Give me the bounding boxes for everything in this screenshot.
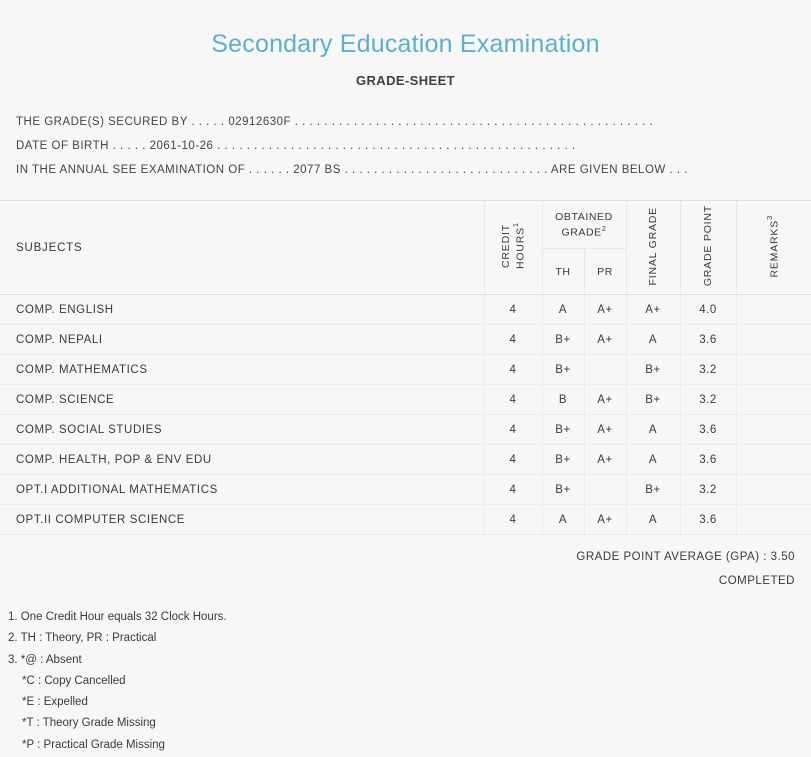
cell-theory-grade: B+: [542, 475, 584, 505]
cell-grade-point: 3.6: [680, 415, 736, 445]
cell-theory-grade: A: [542, 505, 584, 535]
cell-practical-grade: A+: [584, 415, 626, 445]
table-row: [0, 385, 811, 415]
cell-final-grade: A: [626, 445, 680, 475]
cell-final-grade: A: [626, 415, 680, 445]
cell-grade-point: 3.2: [680, 475, 736, 505]
cell-final-grade: B+: [626, 355, 680, 385]
cell-final-grade: B+: [626, 385, 680, 415]
grades-secured-by-dots: . . . . . . . . . . . . . . . . . . . . . . . . . . . . . . . . . . . . . . . . . . . . . . . . .: [294, 116, 654, 128]
exam-year-value: 2077 BS: [293, 164, 341, 176]
cell-final-grade: B+: [626, 475, 680, 505]
cell-remarks: [736, 295, 811, 325]
cell-final-grade: A+: [626, 295, 680, 325]
table-row: [0, 505, 811, 535]
cell-practical-grade: A+: [584, 385, 626, 415]
cell-final-grade: A: [626, 505, 680, 535]
cell-credit-hours: 4: [484, 385, 542, 415]
cell-subject: OPT.II COMPUTER SCIENCE: [0, 505, 484, 535]
candidate-info: [0, 110, 811, 182]
footnote-item: *C : Copy Cancelled: [22, 674, 126, 687]
table-row: [0, 295, 811, 325]
cell-credit-hours: 4: [484, 325, 542, 355]
cell-credit-hours: 4: [484, 415, 542, 445]
date-of-birth-dots: . . . . . . . . . . . . . . . . . . . . . . . . . . . . . . . . . . . . . . . . . . . . . . . . .: [217, 140, 576, 152]
table-row: [0, 445, 811, 475]
date-of-birth-label: DATE OF BIRTH . . . . .: [16, 140, 146, 152]
cell-credit-hours: 4: [484, 475, 542, 505]
cell-grade-point: 3.2: [680, 355, 736, 385]
footnote-item: *T : Theory Grade Missing: [22, 717, 156, 730]
cell-subject: COMP. SOCIAL STUDIES: [0, 415, 484, 445]
cell-remarks: [736, 415, 811, 445]
footnotes: [0, 607, 811, 756]
cell-theory-grade: B+: [542, 325, 584, 355]
cell-practical-grade: [584, 475, 626, 505]
col-header-final-grade: FINAL GRADE: [626, 201, 680, 295]
cell-remarks: [736, 445, 811, 475]
cell-practical-grade: A+: [584, 505, 626, 535]
col-header-grade-point: GRADE POINT: [680, 201, 736, 295]
footnote-item: 1. One Credit Hour equals 32 Clock Hours.: [8, 611, 227, 623]
cell-practical-grade: A+: [584, 325, 626, 355]
date-of-birth-value: 2061-10-26: [149, 140, 214, 152]
grades-secured-by-label: THE GRADE(S) SECURED BY . . . . .: [16, 116, 225, 128]
cell-practical-grade: A+: [584, 445, 626, 475]
info-line-exam-year: [16, 158, 797, 182]
table-row: [0, 415, 811, 445]
cell-theory-grade: A: [542, 295, 584, 325]
col-header-obtained-grade: OBTAINED GRADE$^2$: [542, 201, 626, 249]
cell-grade-point: 3.6: [680, 325, 736, 355]
info-line-date-of-birth: [16, 134, 797, 158]
exam-year-dots: . . . . . . . . . . . . . . . . . . . . . . . . . . . .: [344, 164, 548, 176]
cell-subject: COMP. SCIENCE: [0, 385, 484, 415]
cell-grade-point: 3.6: [680, 445, 736, 475]
cell-subject: OPT.I ADDITIONAL MATHEMATICS: [0, 475, 484, 505]
info-line-grades-secured-by: [16, 110, 797, 134]
exam-year-tail: ARE GIVEN BELOW . . .: [550, 164, 688, 176]
col-header-remarks: REMARKS$^3$: [736, 201, 811, 295]
grades-table: [0, 200, 811, 535]
col-header-theory: TH: [542, 249, 584, 295]
table-row: [0, 475, 811, 505]
table-row: [0, 355, 811, 385]
cell-grade-point: 3.6: [680, 505, 736, 535]
grades-table-body: [0, 295, 811, 535]
completed-status: COMPLETED: [718, 575, 795, 587]
cell-remarks: [736, 355, 811, 385]
page-subtitle: GRADE-SHEET: [355, 73, 456, 88]
col-header-credit-hours: CREDIT HOURS$^1$: [484, 201, 542, 295]
cell-credit-hours: 4: [484, 295, 542, 325]
col-header-practical: PR: [584, 249, 626, 295]
cell-practical-grade: [584, 355, 626, 385]
cell-credit-hours: 4: [484, 445, 542, 475]
exam-year-label: IN THE ANNUAL SEE EXAMINATION OF . . . . . .: [16, 164, 290, 176]
grades-table-head: [0, 201, 811, 295]
cell-practical-grade: A+: [584, 295, 626, 325]
page-title: Secondary Education Examination: [211, 30, 600, 58]
cell-final-grade: A: [626, 325, 680, 355]
cell-remarks: [736, 325, 811, 355]
cell-subject: COMP. NEPALI: [0, 325, 484, 355]
cell-subject: COMP. ENGLISH: [0, 295, 484, 325]
cell-theory-grade: B+: [542, 355, 584, 385]
footnote-item: *E : Expelled: [22, 696, 88, 709]
cell-credit-hours: 4: [484, 505, 542, 535]
cell-theory-grade: B: [542, 385, 584, 415]
cell-grade-point: 3.2: [680, 385, 736, 415]
cell-remarks: [736, 385, 811, 415]
cell-subject: COMP. MATHEMATICS: [0, 355, 484, 385]
cell-remarks: [736, 475, 811, 505]
gpa-line: GRADE POINT AVERAGE (GPA) : 3.50: [576, 551, 795, 563]
cell-theory-grade: B+: [542, 445, 584, 475]
cell-credit-hours: 4: [484, 355, 542, 385]
cell-remarks: [736, 505, 811, 535]
symbol-number-value: 02912630F: [228, 116, 292, 128]
footnote-item: 2. TH : Theory, PR : Practical: [8, 632, 157, 645]
table-row: [0, 325, 811, 355]
col-header-subjects: SUBJECTS: [0, 201, 484, 295]
footnote-item: 3. *@ : Absent: [8, 653, 82, 666]
footnote-item: *P : Practical Grade Missing: [22, 738, 165, 751]
cell-grade-point: 4.0: [680, 295, 736, 325]
cell-theory-grade: B+: [542, 415, 584, 445]
cell-subject: COMP. HEALTH, POP & ENV EDU: [0, 445, 484, 475]
